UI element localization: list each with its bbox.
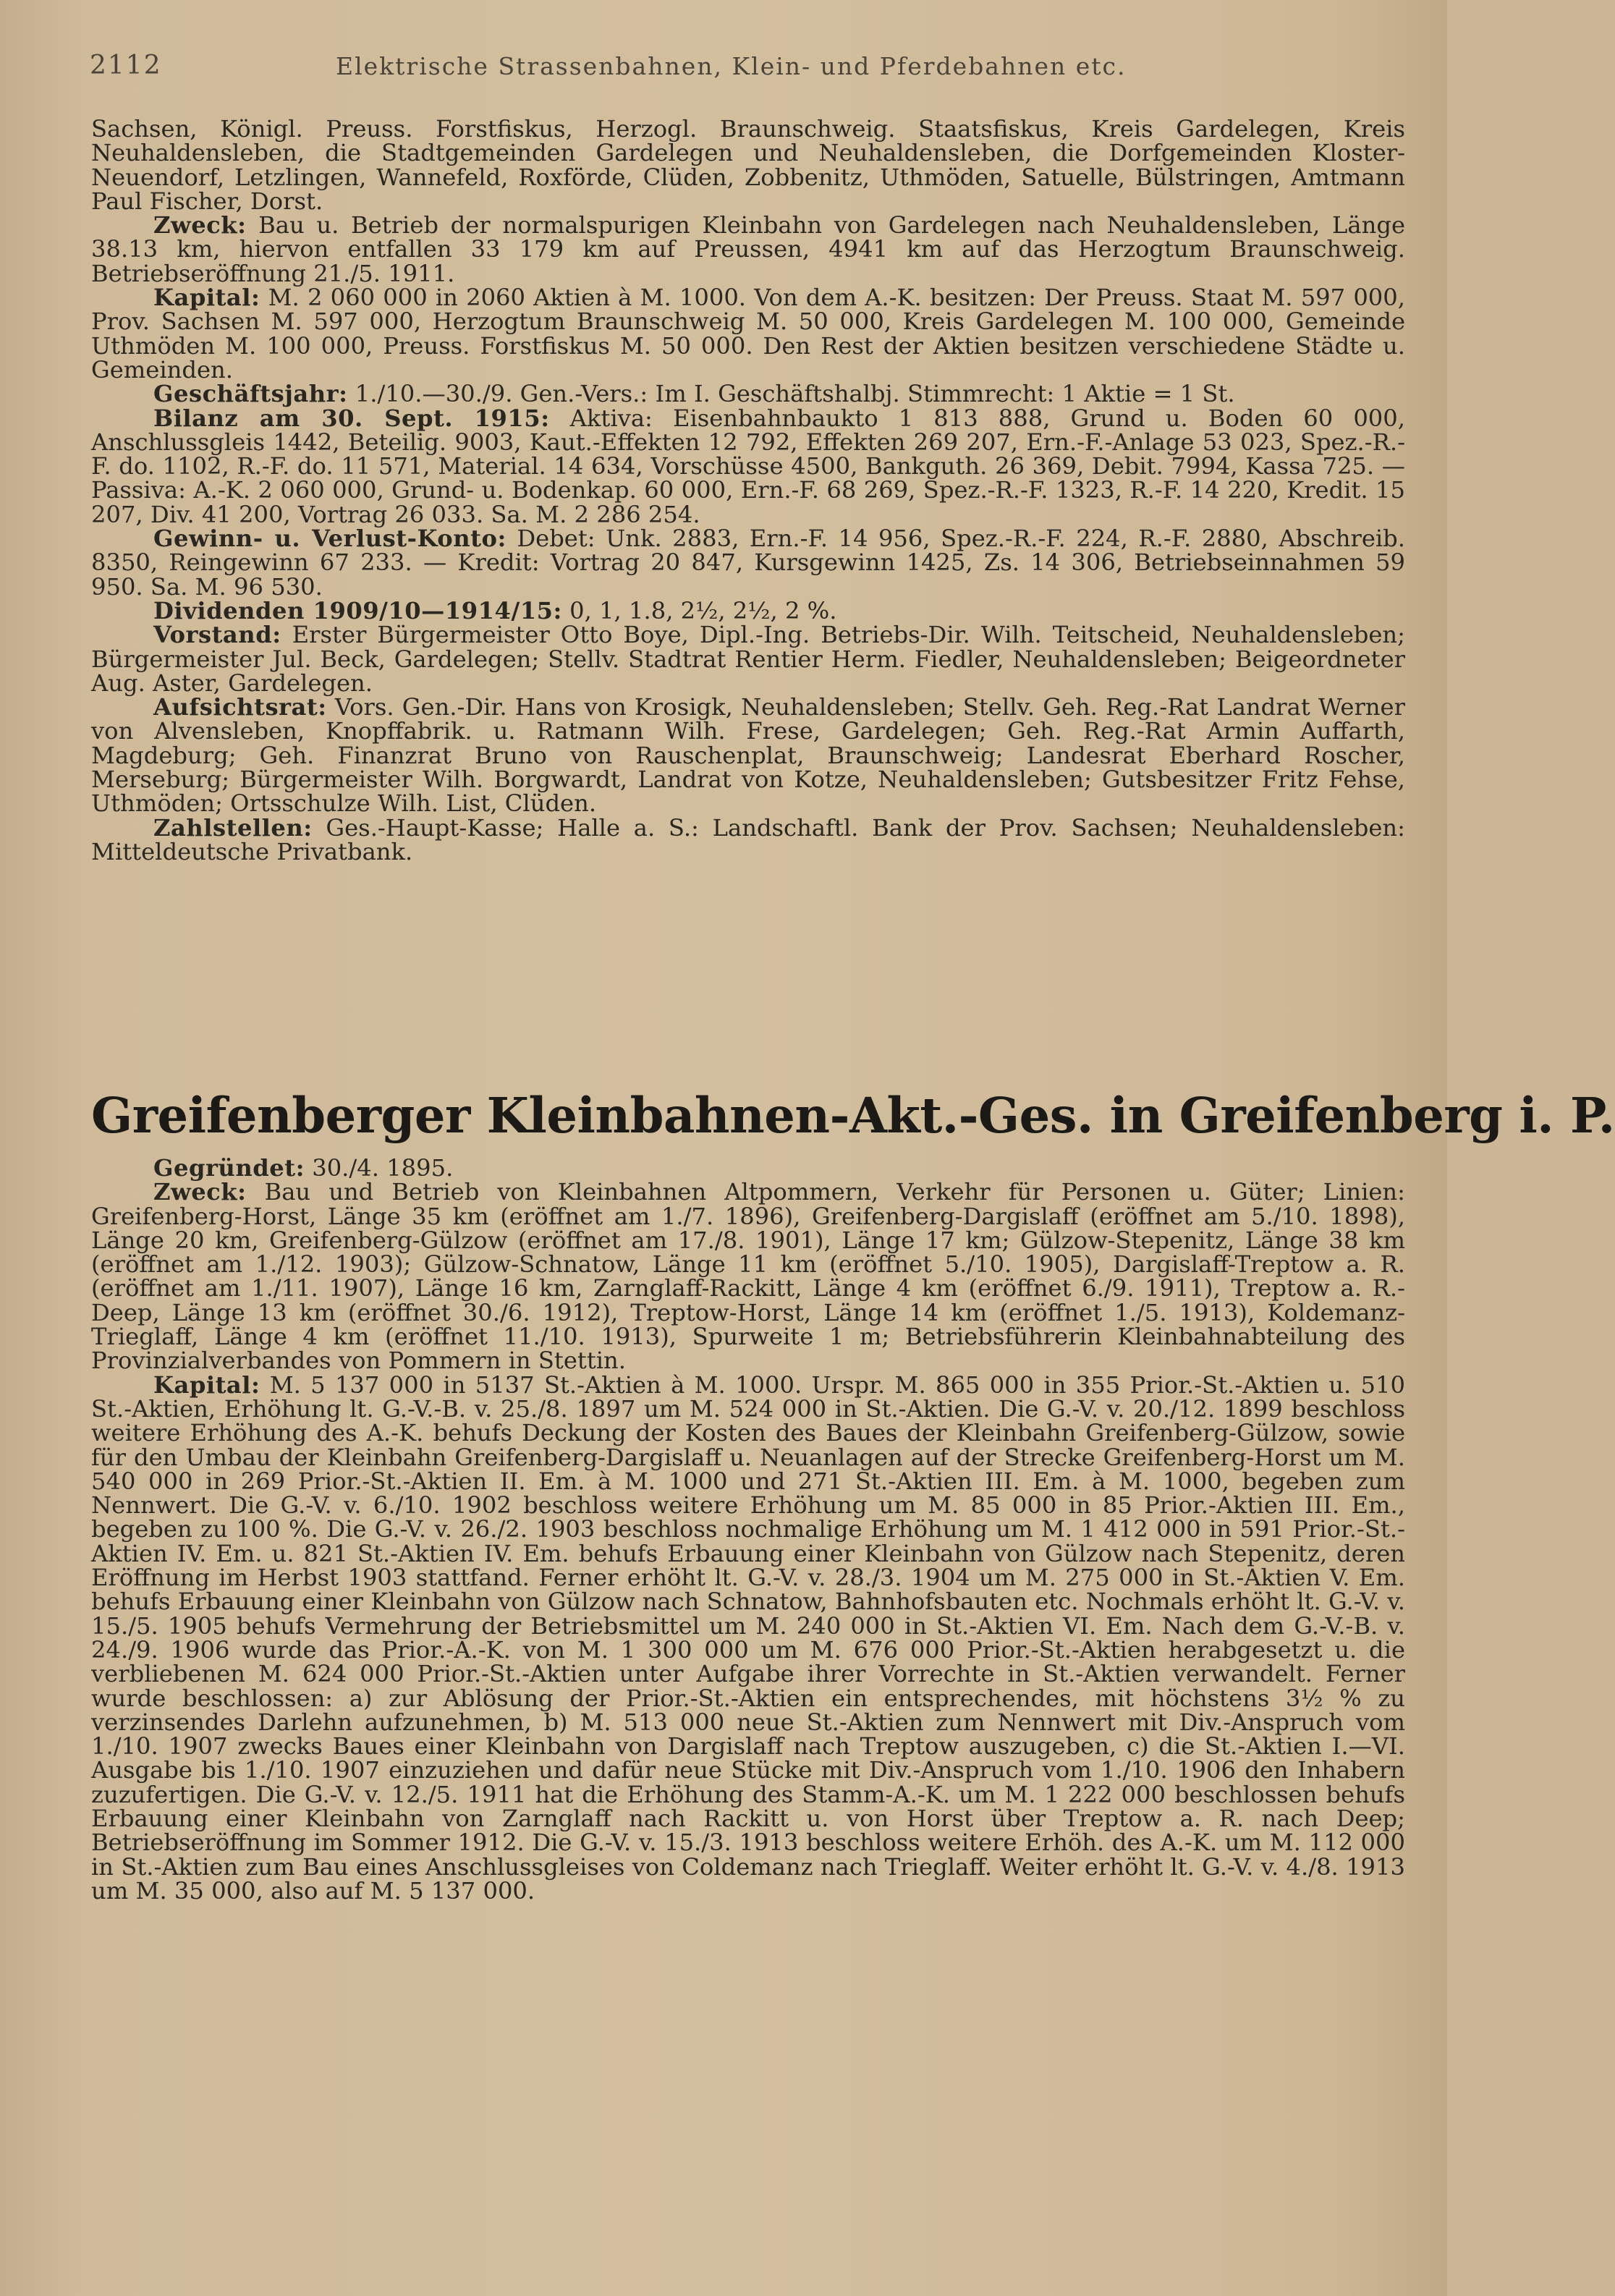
paragraph-text: Aktiva: Eisenbahnbaukto 1 813 888, Grund u. Boden 60 000, Anschlussgleis 1442, Beteilig. 9003, Kaut.-Effekten 12 792, Effekten 269 207, Ern.-F.-Anlage 53 023, Spez.-R.-F. do. 1102, R.-F. do. 11 571, Material. 14 634, Vorschüsse 4500, Bankguth. 26 369, Debit. 7994, Kassa 725. — Passiva: A.-K. 2 060 000, Grund- u. Bodenkap. 60 000, Ern.-F. 68 269, Spez.-R.-F. 1323, R.-F. 14 220, Kredit. 15 207, Div. 41 200, Vortrag 26 033. Sa. M. 2 286 254. xyxy=(91,404,1405,528)
paragraph xyxy=(91,1180,1405,1373)
paragraph-label: Gegründet: xyxy=(153,1154,305,1182)
paragraph-label: Vorstand: xyxy=(153,621,281,649)
page-number: 2112 xyxy=(90,51,162,80)
paragraph-label: Zweck: xyxy=(153,1178,247,1206)
paragraph xyxy=(91,117,1405,213)
paragraph xyxy=(91,623,1405,695)
paragraph-label: Aufsichtsrat: xyxy=(153,693,327,721)
paragraph-text: Debet: Unk. 2883, Ern.-F. 14 956, Spez.-R.-F. 224, R.-F. 2880, Abschreib. 8350, Reingewinn 67 233. — Kredit: Vortrag 20 847, Kursgewinn 1425, Zs. 14 306, Betriebseinnahmen 59 950. Sa. M. 96 530. xyxy=(91,525,1406,601)
paragraph-text: Bau u. Betrieb der normalspurigen Kleinbahn von Gardelegen nach Neuhaldensleben, Länge 38.13 km, hiervon entfallen 33 179 km auf Preussen, 4941 km auf das Herzogtum Braunschweig. Betriebseröffnung 21./5. 1911. xyxy=(91,211,1406,287)
paragraph-text: Vors. Gen.-Dir. Hans von Krosigk, Neuhaldensleben; Stellv. Geh. Reg.-Rat Landrat Werner von Alvensleben, Knopffabrik. u. Ratmann Wilh. Frese, Gardelegen; Geh. Reg.-Rat Armin Auffarth, Magdeburg; Geh. Finanzrat Bruno von Rauschenplat, Braunschweig; Landesrat Eberhard Roscher, Merseburg; Bürgermeister Wilh. Borgwardt, Landrat von Kotze, Neuhaldensleben; Gutsbesitzer Fritz Fehse, Uthmöden; Ortsschulze Wilh. List, Clüden. xyxy=(91,693,1405,818)
paragraph-label: Zweck: xyxy=(153,211,247,240)
paragraph xyxy=(91,382,1405,406)
paragraph-text: 1./10.—30./9. Gen.-Vers.: Im I. Geschäftshalbj. Stimmrecht: 1 Aktie = 1 St. xyxy=(355,380,1235,408)
entry-greifenberger-kleinbahnen xyxy=(91,1156,1405,1903)
paragraph-text: M. 5 137 000 in 5137 St.-Aktien à M. 1000. Urspr. M. 865 000 in 355 Prior.-St.-Aktien u. 510 St.-Aktien, Erhöhung lt. G.-V.-B. v. 25./8. 1897 um M. 524 000 in St.-Aktien. Die G.-V. v. 20./12. 1899 beschloss weitere Erhöhung des A.-K. behufs Deckung der Kosten des Baues der Kleinbahn Greifenberg-Gülzow, sowie für den Umbau der Kleinbahn Greifenberg-Dargislaff u. Neuanlagen auf der Strecke Greifenberg-Horst um M. 540 000 in 269 Prior.-St.-Aktien II. Em. à M. 1000 und 271 St.-Aktien III. Em. à M. 1000, begeben zum Nennwert. Die G.-V. v. 6./10. 1902 beschloss weitere Erhöhung um M. 85 000 in 85 Prior.-Aktien III. Em., begeben zu 100 %. Die G.-V. v. 26./2. 1903 beschloss nochmalige Erhöhung um M. 1 412 000 in 591 Prior.-St.-Aktien IV. Em. u. 821 St.-Aktien IV. Em. behufs Erbauung einer Kleinbahn von Gülzow nach Stepenitz, deren Eröffnung im Herbst 1903 stattfand. Ferner erhöht lt. G.-V. v. 28./3. 1904 um M. 275 000 in St.-Aktien V. Em. behufs Erbauung einer Kleinbahn von Gülzow nach Schnatow, Bahnhofsbauten etc. Nochmals erhöht lt. G.-V. v. 15./5. 1905 behufs Vermehrung der Betriebsmittel um M. 240 000 in St.-Aktien VI. Em. Nach dem G.-V.-B. v. 24./9. 1906 wurde das Prior.-A.-K. von M. 1 300 000 um M. 676 000 Prior.-St.-Aktien herabgesetzt u. die verbliebenen M. 624 000 Prior.-St.-Aktien unter Aufgabe ihrer Vorrechte in St.-Aktien verwandelt. Ferner wurde beschlossen: a) zur Ablösung der Prior.-St.-Aktien ein entsprechendes, mit höchstens 3½ % zu verzinsendes Darlehn aufzunehmen, b) M. 513 000 neue St.-Aktien zum Nennwert mit Div.-Anspruch vom 1./10. 1907 zwecks Baues einer Kleinbahn von Dargislaff nach Treptow auszugeben, c) die St.-Aktien I.—VI. Ausgabe bis 1./10. 1907 einzuziehen und dafür neue Stücke mit Div.-Anspruch vom 1./10. 1906 den Inhabern zuzufertigen. Die G.-V. v. 12./5. 1911 hat die Erhöhung des Stamm-A.-K. um M. 1 222 000 beschlossen behufs Erbauung einer Kleinbahn von Zarnglaff nach Rackitt u. von Horst über Treptow a. R. nach Deep; Betriebseröffnung im Sommer 1912. Die G.-V. v. 15./3. 1913 beschloss weitere Erhöh. des A.-K. um M. 112 000 in St.-Aktien zum Bau eines Anschlussgleises von Coldemanz nach Trieglaff. Weiter erhöht lt. G.-V. v. 4./8. 1913 um M. 35 000, also auf M. 5 137 000. xyxy=(91,1371,1405,1905)
page-header xyxy=(90,51,1392,87)
paragraph xyxy=(91,527,1405,599)
paragraph-text: Erster Bürgermeister Otto Boye, Dipl.-Ing. Betriebs-Dir. Wilh. Teitscheid, Neuhaldensleben; Bürgermeister Jul. Beck, Gardelegen; Stellv. Stadtrat Rentier Herm. Fiedler, Neuhaldensleben; Beigeordneter Aug. Aster, Gardelegen. xyxy=(91,621,1405,697)
paragraph-label: Dividenden 1909/10—1914/15: xyxy=(153,596,562,624)
paragraph-text: Bau und Betrieb von Kleinbahnen Altpommern, Verkehr für Personen u. Güter; Linien: Greifenberg-Horst, Länge 35 km (eröffnet am 1./7. 1896), Greifenberg-Dargislaff (eröffnet am 5./10. 1898), Länge 20 km, Greifenberg-Gülzow (eröffnet am 17./8. 1901), Länge 17 km; Gülzow-Stepenitz, Länge 38 km (eröffnet am 1./12. 1903); Gülzow-Schnatow, Länge 11 km (eröffnet 5./10. 1905), Dargislaff-Treptow a. R. (eröffnet am 1./11. 1907), Länge 16 km, Zarnglaff-Rackitt, Länge 4 km (eröffnet 6./9. 1911), Treptow a. R.-Deep, Länge 13 km (eröffnet 30./6. 1912), Treptow-Horst, Länge 14 km (eröffnet 1./5. 1913), Koldemanz-Trieglaff, Länge 4 km (eröffnet 11./10. 1913), Spurweite 1 m; Betriebsführerin Kleinbahnabteilung des Provinzialverbandes von Pommern in Stettin. xyxy=(91,1178,1405,1375)
paragraph-text: Sachsen, Königl. Preuss. Forstfiskus, Herzogl. Braunschweig. Staatsfiskus, Kreis Gardelegen, Kreis Neuhaldensleben, die Stadtgemeinden Gardelegen und Neuhaldensleben, die Dorfgemeinden Kloster-Neuendorf, Letzlingen, Wannefeld, Roxförde, Clüden, Zobbenitz, Uthmöden, Satuelle, Bülstringen, Amtmann Paul Fischer, Dorst. xyxy=(91,115,1405,215)
paragraph-label: Kapital: xyxy=(153,1371,260,1399)
paragraph-text: 0, 1, 1.8, 2½, 2½, 2 %. xyxy=(569,596,837,624)
paragraph xyxy=(91,813,1405,865)
entry-title: Greifenberger Kleinbahnen-Akt.-Ges. in Greifenberg i. P. xyxy=(91,1087,1615,1144)
paragraph-text: 30./4. 1895. xyxy=(312,1154,454,1182)
entry-gardelegen-neuhaldensleben xyxy=(91,117,1405,864)
paragraph-label: Gewinn- u. Verlust-Konto: xyxy=(153,525,506,553)
running-title: Elektrische Strassenbahnen, Klein- und Pferdebahnen etc. xyxy=(336,52,1127,80)
paragraph-label: Geschäftsjahr: xyxy=(153,380,348,408)
paragraph xyxy=(91,1156,1405,1180)
paragraph-text: M. 2 060 000 in 2060 Aktien à M. 1000. Von dem A.-K. besitzen: Der Preuss. Staat M. 597 000, Prov. Sachsen M. 597 000, Herzogtum Braunschweig M. 50 000, Kreis Gardelegen M. 100 000, Gemeinde Uthmöden M. 100 000, Preuss. Forstfiskus M. 50 000. Den Rest der Aktien besitzen verschiedene Städte u. Gemeinden. xyxy=(91,284,1405,384)
paragraph-label: Zahlstellen: xyxy=(153,813,313,842)
paragraph xyxy=(91,695,1405,816)
paragraph xyxy=(91,286,1405,382)
paragraph-label: Bilanz am 30. Sept. 1915: xyxy=(153,404,550,432)
paragraph-label: Kapital: xyxy=(153,284,260,312)
paragraph xyxy=(91,1373,1405,1904)
paragraph xyxy=(91,596,1405,624)
paragraph-text: Ges.-Haupt-Kasse; Halle a. S.: Landschaftl. Bank der Prov. Sachsen; Neuhaldensleben: Mitteldeutsche Privatbank. xyxy=(91,813,1405,865)
paragraph xyxy=(91,213,1405,286)
paragraph xyxy=(91,404,1405,528)
